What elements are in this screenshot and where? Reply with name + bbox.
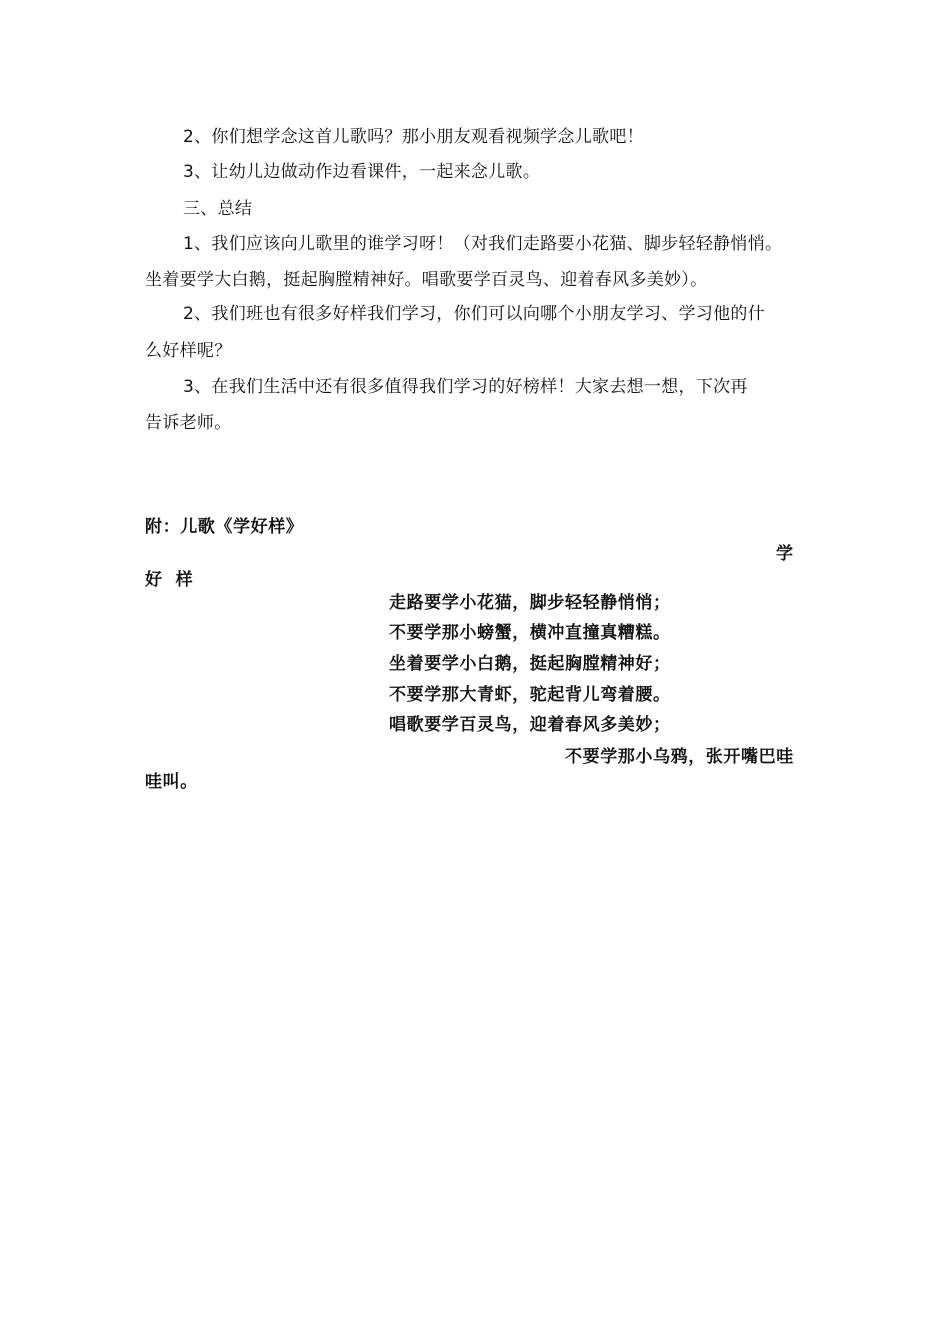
- poem-title-rest: 好 样: [145, 570, 194, 590]
- poem-line-1: 走路要学小花猫，脚步轻轻静悄悄；: [389, 593, 671, 613]
- lesson-item-2: 2、你们想学念这首儿歌吗？那小朋友观看视频学念儿歌吧！: [183, 127, 644, 147]
- poem-line-6-part-1: 不要学那小乌鸦，张开嘴巴哇: [565, 747, 794, 767]
- poem-line-4: 不要学那大青虾，驼起背儿弯着腰。: [389, 685, 671, 705]
- poem-line-6-part-2: 哇叫。: [145, 772, 198, 792]
- section-summary-heading: 三、总结: [183, 199, 253, 219]
- summary-item-1-line-2: 坐着要学大白鹅，挺起胸膛精神好。唱歌要学百灵鸟、迎着春风多美妙）。: [145, 270, 708, 290]
- summary-item-2-line-1: 2、我们班也有很多好样我们学习，你们可以向哪个小朋友学习、学习他的什: [183, 304, 766, 324]
- poem-line-5: 唱歌要学百灵鸟，迎着春风多美妙；: [389, 715, 671, 735]
- summary-item-1-line-1: 1、我们应该向儿歌里的谁学习呀！（对我们走路要小花猫、脚步轻轻静悄悄。: [183, 234, 783, 254]
- appendix-heading: 附：儿歌《学好样》: [145, 517, 304, 537]
- poem-title-first-char: 学: [776, 544, 794, 564]
- poem-line-3: 坐着要学小白鹅，挺起胸膛精神好；: [389, 654, 671, 674]
- poem-line-2: 不要学那小螃蟹，横冲直撞真糟糕。: [389, 623, 671, 643]
- summary-item-3-line-2: 告诉老师。: [145, 413, 232, 433]
- summary-item-2-line-2: 么好样呢？: [145, 341, 232, 361]
- summary-item-3-line-1: 3、在我们生活中还有很多值得我们学习的好榜样！大家去想一想，下次再: [183, 377, 748, 397]
- lesson-item-3: 3、让幼儿边做动作边看课件，一起来念儿歌。: [183, 162, 541, 182]
